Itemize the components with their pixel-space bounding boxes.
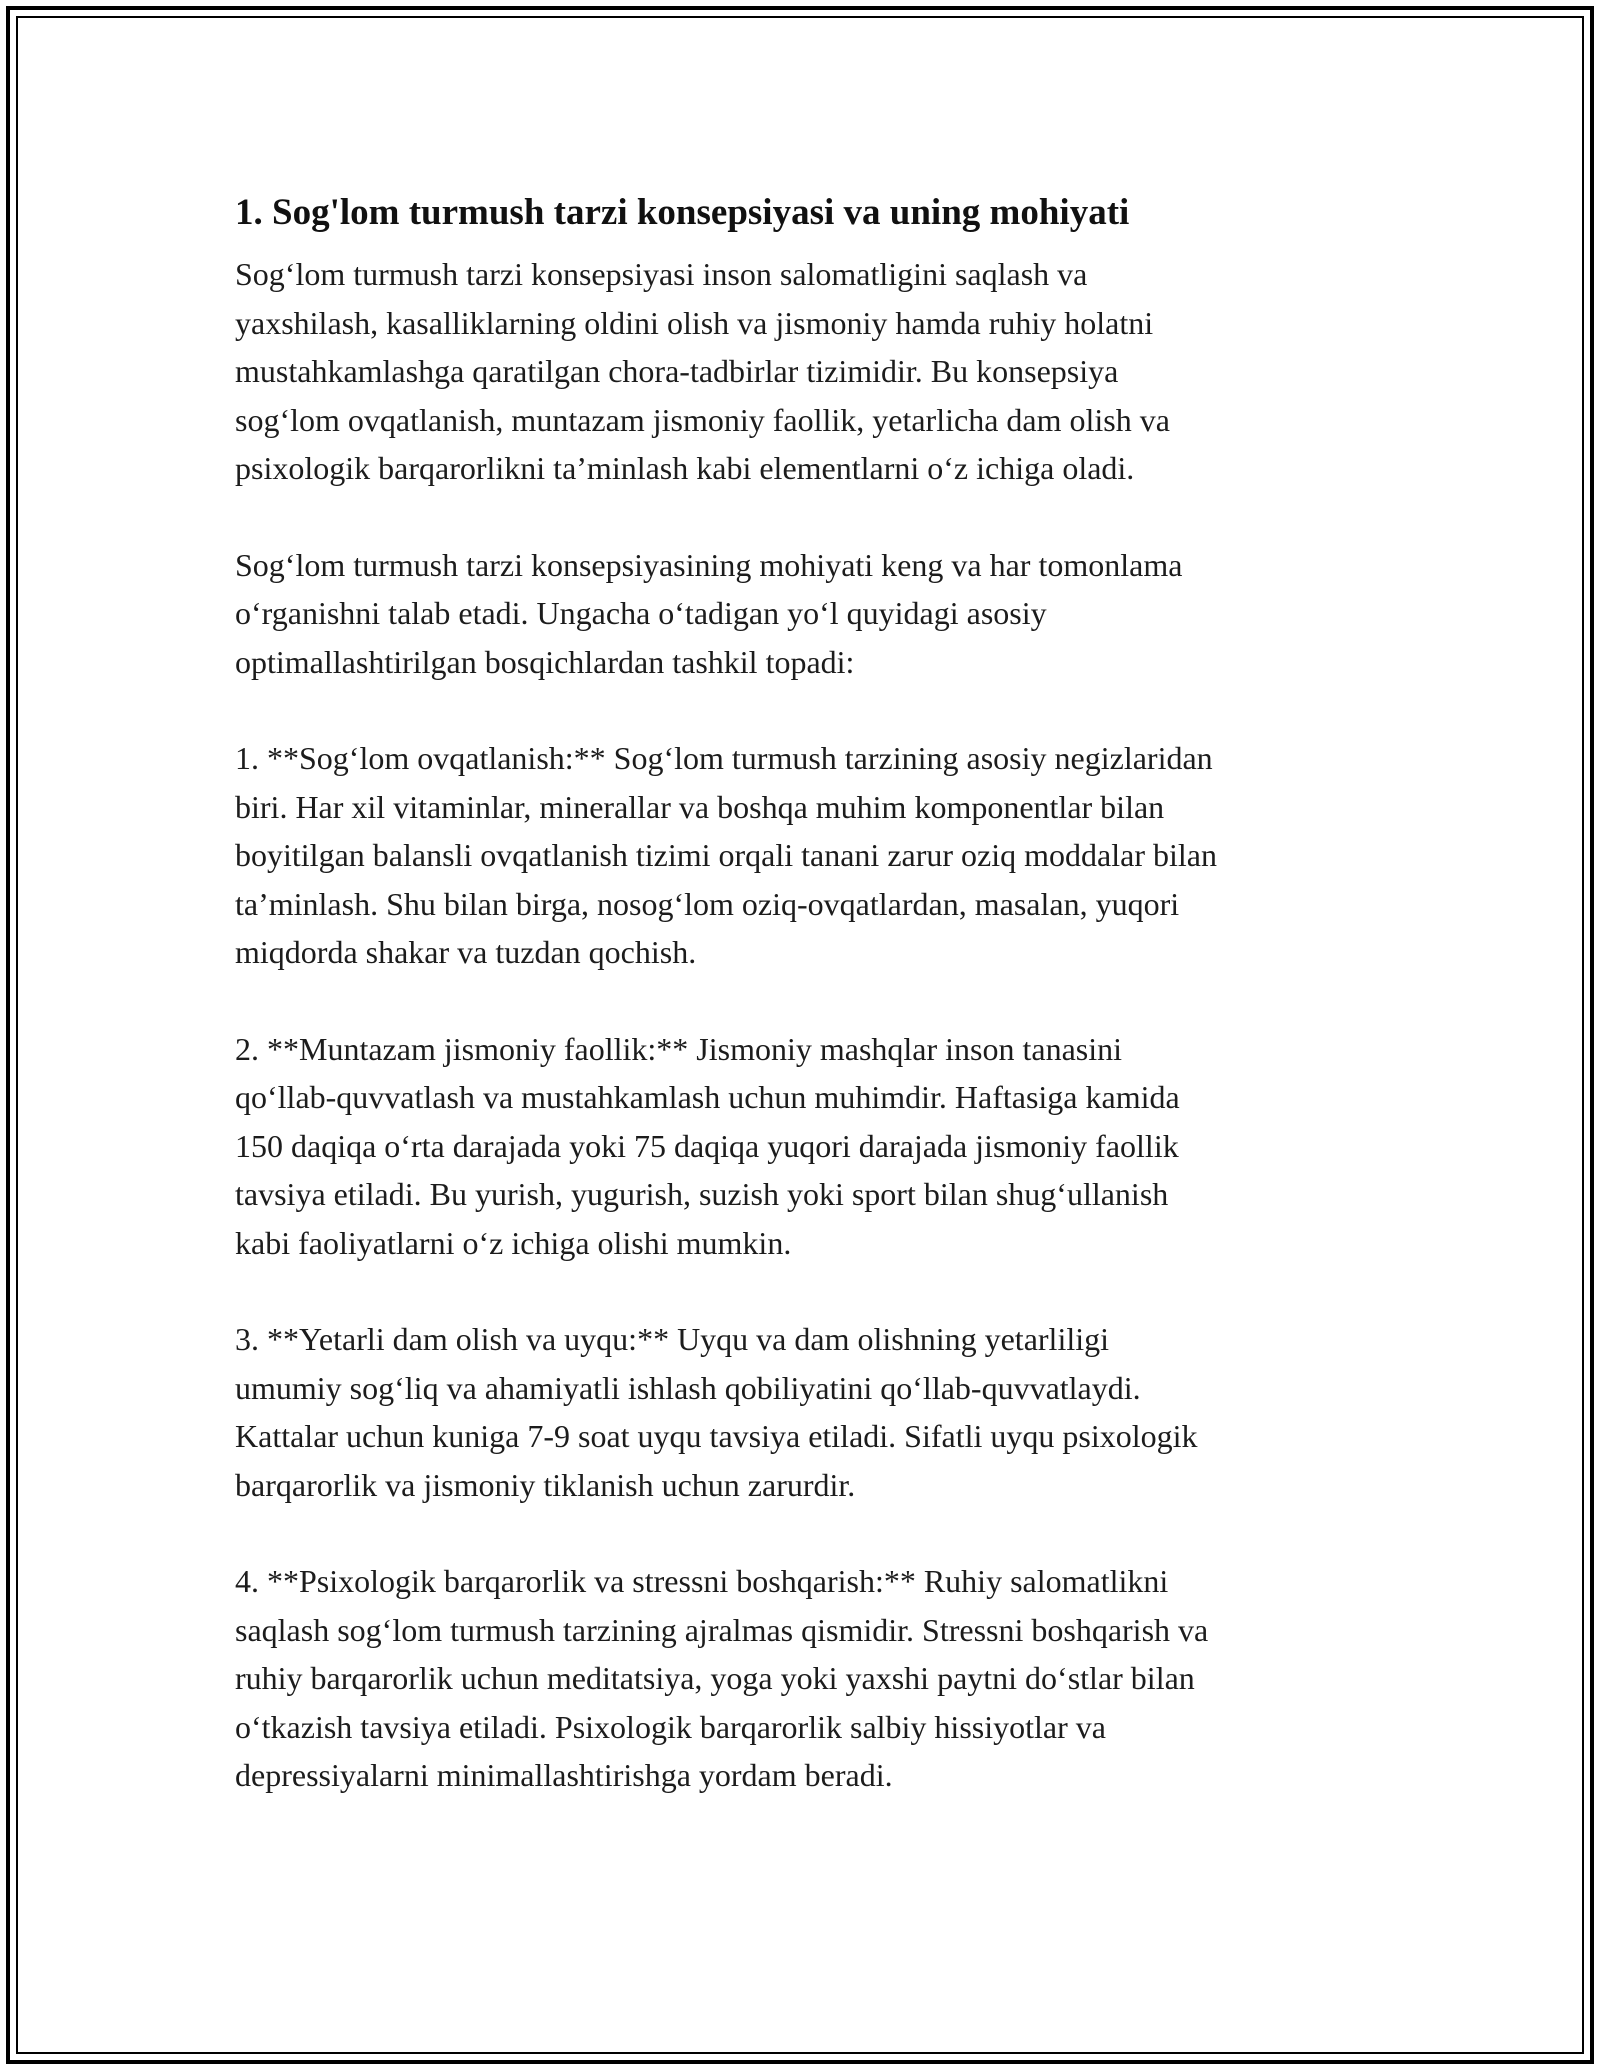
list-item-physical-activity	[235, 1025, 1375, 1268]
paragraph-line: Sog‘lom turmush tarzi konsepsiyasi inson salomatligini saqlash va	[235, 256, 1088, 292]
paragraph-line: ta’minlash. Shu bilan birga, nosog‘lom oziq-ovqatlardan, masalan, yuqori	[235, 885, 1180, 922]
paragraph-line: saqlash sog‘lom turmush tarzining ajralmas qismidir. Stressni boshqarish va	[235, 1611, 1209, 1648]
paragraph-line: 150 daqiqa o‘rta darajada yoki 75 daqiqa yuqori darajada jismoniy faollik	[235, 1127, 1179, 1164]
paragraph-line: psixologik barqarorlikni ta’minlash kabi elementlarni o‘z ichiga oladi.	[235, 450, 1135, 486]
paragraph-line: yaxshilash, kasalliklarning oldini olish va jismoniy hamda ruhiy holatni	[235, 304, 1154, 341]
paragraph-line: Sog‘lom turmush tarzi konsepsiyasining mohiyati keng va har tomonlama	[235, 546, 1183, 583]
paragraph-line: biri. Har xil vitaminlar, minerallar va boshqa muhim komponentlar bilan	[235, 788, 1165, 825]
paragraph-line: o‘rganishni talab etadi. Ungacha o‘tadigan yo‘l quyidagi asosiy	[235, 595, 1047, 631]
paragraph-line: miqdorda shakar va tuzdan qochish.	[235, 934, 697, 970]
document-content	[235, 186, 1375, 1800]
list-item-psychological-stability	[235, 1557, 1375, 1800]
paragraph-essence	[235, 541, 1375, 687]
list-item-nutrition	[235, 734, 1375, 977]
paragraph-line: 4. **Psixologik barqarorlik va stressni boshqarish:** Ruhiy salomatlikni	[235, 1563, 1169, 1599]
paragraph-line: sog‘lom ovqatlanish, muntazam jismoniy faollik, yetarlicha dam olish va	[235, 401, 1170, 438]
paragraph-line: barqarorlik va jismoniy tiklanish uchun zarurdir.	[235, 1466, 856, 1503]
paragraph-line: kabi faoliyatlarni o‘z ichiga olishi mumkin.	[235, 1224, 792, 1261]
paragraph-line: boyitilgan balansli ovqatlanish tizimi orqali tanani zarur oziq moddalar bilan	[235, 837, 1217, 873]
paragraph-line: ruhiy barqarorlik uchun meditatsiya, yoga yoki yaxshi paytni do‘stlar bilan	[235, 1660, 1195, 1696]
paragraph-line: umumiy sog‘liq va ahamiyatli ishlash qobiliyatini qo‘llab-quvvatlaydi.	[235, 1369, 1141, 1406]
paragraph-line: mustahkamlashga qaratilgan chora-tadbirlar tizimidir. Bu konsepsiya	[235, 353, 1119, 389]
paragraph-line: Kattalar uchun kuniga 7-9 soat uyqu tavsiya etiladi. Sifatli uyqu psixologik	[235, 1418, 1198, 1454]
document-title: 1. Sog'lom turmush tarzi konsepsiyasi va uning mohiyati	[235, 192, 1130, 233]
paragraph-line: depressiyalarni minimallashtirishga yordam beradi.	[235, 1757, 893, 1793]
paragraph-line: 1. **Sog‘lom ovqatlanish:** Sog‘lom turmush tarzining asosiy negizlaridan	[235, 740, 1213, 776]
paragraph-line: 3. **Yetarli dam olish va uyqu:** Uyqu va dam olishning yetarliligi	[235, 1321, 1109, 1357]
paragraph-line: tavsiya etiladi. Bu yurish, yugurish, suzish yoki sport bilan shug‘ullanish	[235, 1176, 1169, 1212]
paragraph-line: o‘tkazish tavsiya etiladi. Psixologik barqarorlik salbiy hissiyotlar va	[235, 1708, 1106, 1745]
paragraph-intro	[235, 250, 1375, 493]
paragraph-line: 2. **Muntazam jismoniy faollik:** Jismoniy mashqlar inson tanasini	[235, 1030, 1123, 1067]
paragraph-line: optimallashtirilgan bosqichlardan tashkil topadi:	[235, 643, 855, 680]
list-item-rest-sleep	[235, 1315, 1375, 1509]
paragraph-line: qo‘llab-quvvatlash va mustahkamlash uchun muhimdir. Haftasiga kamida	[235, 1079, 1180, 1115]
